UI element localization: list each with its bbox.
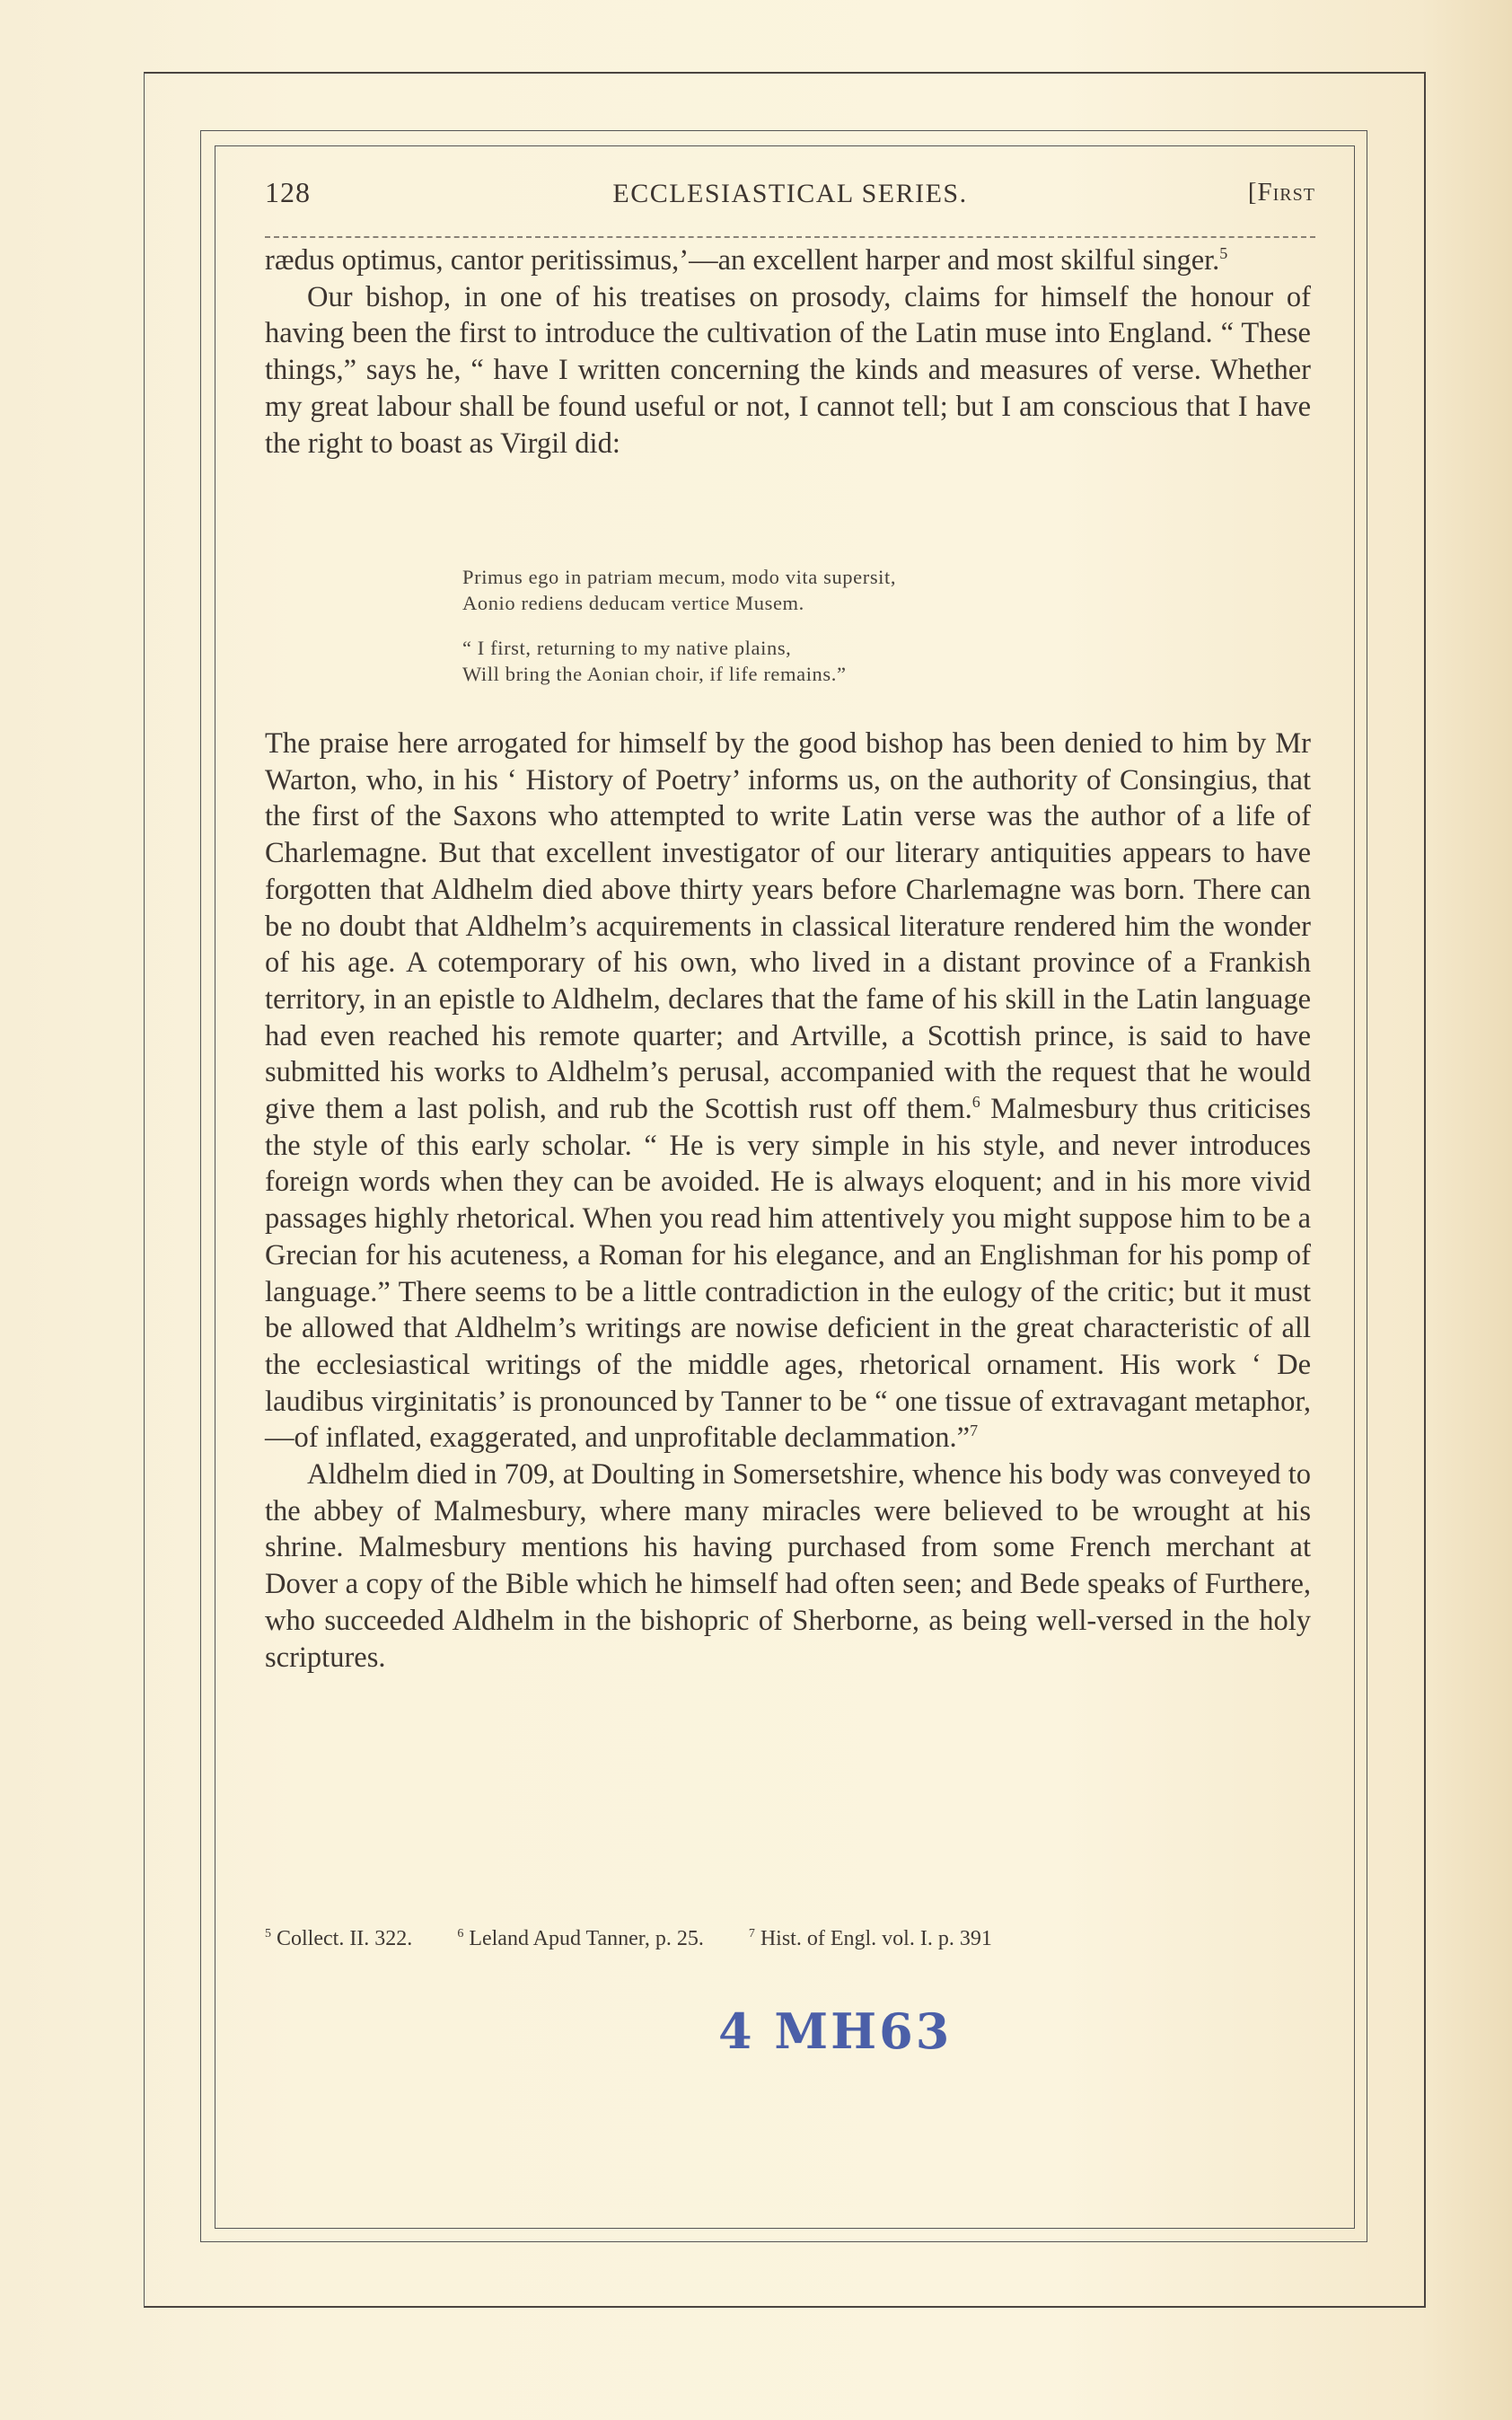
paragraph-text: rædus optimus, cantor peritissimus,’—an excellent harper and most skilful singer. (265, 244, 1220, 277)
section-mark: [First (1247, 178, 1315, 207)
footnote (749, 1927, 992, 1950)
library-stamp: 4 MH63 (718, 2002, 953, 2060)
verse-line: Primus ego in patriam mecum, modo vita supersit, (462, 566, 897, 588)
verse-line: Aonio rediens deducam vertice Musem. (462, 592, 804, 614)
verse-quotation (462, 564, 1109, 706)
footnote-text: Hist. of Engl. vol. I. p. 391 (760, 1927, 992, 1950)
footnote-ref: 7 (970, 1421, 979, 1440)
paragraph-text: The praise here arrogated for himself by the good bishop has been denied to him by Mr Warton, who, in his ‘ History of Poetry’ informs us, on the authority of Consingius, that the first of the Saxons who attempted to write Latin verse was the author of a life of Charlemagne. But that excellent investigator of our literary antiquities appears to have forgotten that Aldhelm died above thirty years before Charlemagne was born. There can be no doubt that Aldhelm’s acquirements in classical literature rendered him the wonder of his age. A cotemporary of his own, who lived in a distant province of a Frankish territory, in an epistle to Aldhelm, declares that the fame of his skill in the Latin language had even reached his remote quarter; and Artville, a Scottish prince, is said to have submitted his works to Aldhelm’s perusal, accompanied with the request that he would give them a last polish, and rub the Scottish rust off them. (265, 727, 1311, 1126)
running-header (265, 176, 1315, 221)
page-number: 128 (265, 176, 311, 208)
paragraph-text: Malmesbury thus criticises the style of this early scholar. “ He is very simple in his style, and never introduces foreign words when they can be avoided. He is always eloquent; and in his more vivid passages highly rhetorical. When you read him attentively you might suppose him to be a Grecian for his acuteness, a Roman for his elegance, and an Englishman for his pomp of language.” There seems to be a little contradiction in the eulogy of the critic; but it must be allowed that Aldhelm’s writings are nowise deficient in the great characteristic of all the ecclesiastical writings of the middle ages, rhetorical ornament. His work ‘ De laudibus virginitatis’ is pronounced by Tanner to be “ one tissue of extravagant metaphor,—of inflated, exaggerated, and unprofitable declammation.” (265, 1093, 1312, 1455)
verse-line: Will bring the Aonian choir, if life remains.” (462, 663, 847, 685)
paragraph-continuation (265, 242, 1311, 279)
footnote-mark: 7 (748, 1927, 755, 1940)
footnote (265, 1927, 412, 1950)
latin-verse (462, 564, 1109, 616)
english-verse (462, 635, 1109, 687)
header-rule (265, 236, 1315, 238)
footnote-ref: 5 (1219, 244, 1228, 262)
footnote-ref: 6 (971, 1093, 980, 1112)
footnote (457, 1927, 704, 1950)
body-text-lower (265, 726, 1311, 1676)
footnote-mark: 6 (457, 1927, 464, 1940)
paragraph-death: Aldhelm died in 709, at Doulting in Somersetshire, whence his body was conveyed to the abbey of Malmesbury, where many miracles were believed to be wrought at his shrine. Malmesbury mentions his having purchased from some French merchant at Dover a copy of the Bible which he himself had often seen; and Bede speaks of Furthere, who succeeded Aldhelm in the bishopric of Sherborne, as being well-versed in the holy scriptures. (265, 1458, 1311, 1674)
paragraph-prosody: Our bishop, in one of his treatises on prosody, claims for himself the honour of having been the first to introduce the cultivation of the Latin muse into England. “ These things,” says he, “ have I written concerning the kinds and measures of verse. Whether my great labour shall be found useful or not, I cannot tell; but I am conscious that I have the right to boast as Virgil did: (265, 280, 1311, 460)
footnote-text: Collect. II. 322. (277, 1927, 413, 1950)
footnote-text: Leland Apud Tanner, p. 25. (469, 1927, 704, 1950)
footnotes (265, 1925, 1324, 1952)
verse-line: “ I first, returning to my native plains, (462, 637, 792, 659)
running-title: ECCLESIASTICAL SERIES. (612, 179, 968, 208)
paragraph-praise (265, 726, 1311, 1456)
footnote-mark: 5 (265, 1927, 271, 1940)
body-text-upper (265, 242, 1311, 462)
